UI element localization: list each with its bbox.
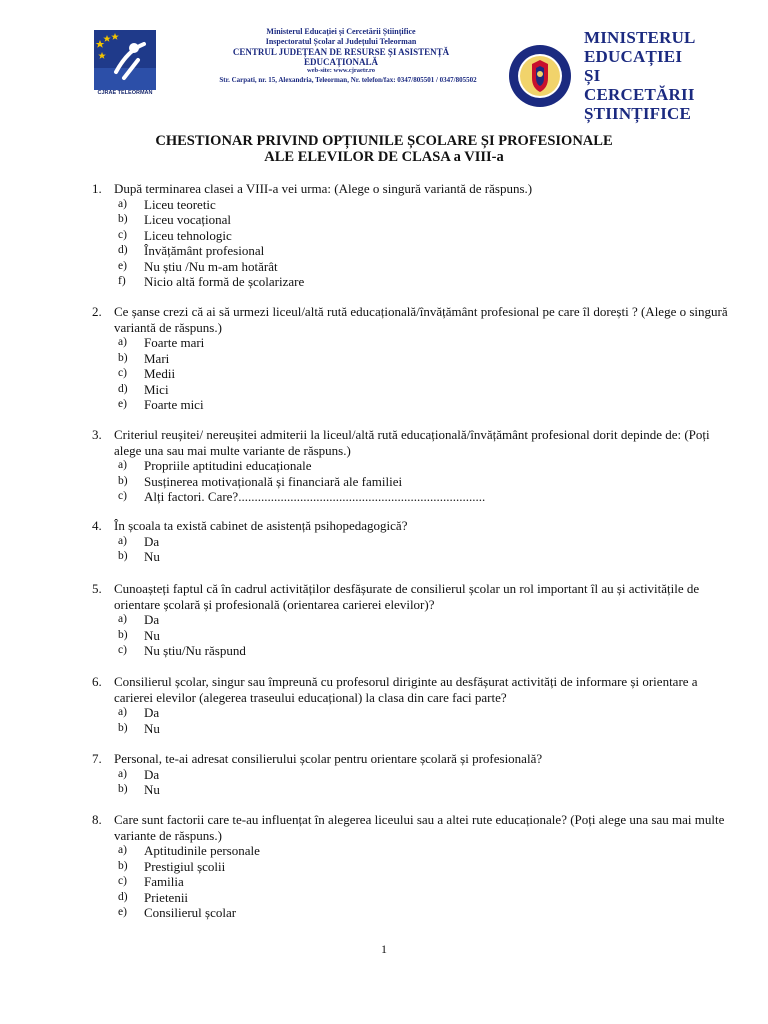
answer-option[interactable] (118, 335, 732, 351)
address-line: Str. Carpati, nr. 15, Alexandria, Teleorman, Nr. telefon/fax: 0347/805501 / 0347/805502 (219, 76, 477, 84)
option-text: Nicio altă formă de școlarizare (144, 274, 305, 289)
option-text: Nu știu /Nu m-am hotărât (144, 258, 278, 274)
option-text: Liceu teoretic (144, 196, 216, 212)
question-7 (92, 751, 732, 798)
question-text: În școala ta există cabinet de asistență psihopedagogică? (114, 518, 408, 533)
question-number: 5. (92, 581, 102, 596)
option-text: Foarte mari (144, 335, 205, 350)
option-text: Mici (144, 381, 169, 397)
question-1 (92, 181, 732, 290)
option-text: Liceu vocațional (144, 212, 231, 227)
option-text: Alți factori. Care?............................................................................ (144, 489, 486, 504)
option-text: Consilierul școlar (144, 905, 237, 920)
answer-option[interactable] (118, 905, 732, 921)
question-2 (92, 304, 732, 413)
option-text: Susținerea motivațională și financiară ale familiei (144, 473, 403, 489)
title-line-1: CHESTIONAR PRIVIND OPȚIUNILE ȘCOLARE ȘI PROFESIONALE (155, 133, 613, 149)
answer-option[interactable] (118, 782, 732, 798)
option-text: Nu (144, 549, 160, 564)
question-text: Consilierul școlar, singur sau împreună cu profesorul diriginte au desfășurat activități de informare și orientare a carierei elevilor (alegerea traseului educațional) la clasa din care faci parte? (114, 674, 698, 705)
option-text: Da (144, 612, 160, 627)
cjrae-logo-label: CJRAE TELEORMAN (97, 90, 153, 96)
answer-option[interactable] (118, 243, 732, 259)
institution-block (176, 27, 506, 85)
option-letter: d) (118, 890, 128, 903)
ministry-logo-line: CERCETĂRII (584, 85, 695, 104)
question-text: După terminarea clasei a VIII-a vei urma: (Alege o singură variantă de răspuns.) (114, 181, 533, 196)
option-letter: c) (118, 644, 127, 656)
question-text: Ce șanse crezi că ai să urmezi liceul/altă rută educațională/învățământ profesional pe care îl dorești ? (Alege o singură variantă de răspuns.) (114, 304, 728, 335)
question-text: Cunoașteți faptul că în cadrul activităților desfășurate de consilierul școlar un rol important îl au și activitățile de orientare școlară și profesională (orientarea carierei elevilor)? (114, 581, 700, 612)
option-text: Nu știu/Nu răspund (144, 643, 246, 658)
option-letter: c) (118, 490, 127, 502)
option-letter: a) (118, 336, 127, 348)
answer-option[interactable] (118, 228, 732, 244)
question-text: Personal, te-ai adresat consilierului școlar pentru orientare școlară și profesională? (114, 751, 543, 766)
option-letter: a) (118, 534, 127, 547)
answer-option[interactable] (118, 843, 732, 859)
option-letter: a) (118, 706, 127, 718)
ministry-logo-line: MINISTERUL (584, 28, 696, 47)
question-number: 6. (92, 674, 102, 689)
option-text: Prestigiul școlii (144, 858, 226, 874)
question-number: 1. (92, 181, 102, 196)
answer-option[interactable] (118, 489, 732, 505)
answer-option[interactable] (118, 382, 732, 398)
option-text: Aptitudinile personale (144, 843, 260, 858)
answer-option[interactable] (118, 549, 732, 565)
option-letter: b) (118, 213, 128, 225)
answer-option[interactable] (118, 197, 732, 213)
option-letter: a) (118, 197, 127, 210)
question-6 (92, 674, 732, 736)
answer-option[interactable] (118, 628, 732, 644)
option-letter: b) (118, 783, 128, 795)
option-text: Liceu tehnologic (144, 227, 232, 243)
answer-option[interactable] (118, 351, 732, 367)
option-letter: c) (118, 875, 127, 887)
ministry-logo-line: ȘTIINȚIFICE (584, 104, 692, 123)
answer-option[interactable] (118, 874, 732, 890)
answer-option[interactable] (118, 274, 732, 290)
question-number: 4. (92, 518, 102, 533)
option-letter: e) (118, 259, 127, 272)
option-letter: b) (118, 721, 128, 734)
answer-option[interactable] (118, 397, 732, 413)
option-letter: a) (118, 613, 127, 625)
question-text: Care sunt factorii care te-au influențat în alegerea liceului sau a altei rute educaționale? (Poți alege una sau mai multe variante de răspuns.) (114, 812, 725, 843)
government-seal (508, 44, 572, 108)
option-letter: e) (118, 398, 127, 410)
question-text: Criteriul reușitei/ nereușitei admiterii la liceul/altă rută educațională/învățământ profesional dorit depinde de: (Poți alege una sau mai multe variante de răspuns.) (114, 427, 710, 458)
question-8 (92, 812, 732, 921)
option-text: Foarte mici (144, 397, 204, 412)
center-name-line: CENTRUL JUDEȚEAN DE RESURSE ȘI ASISTENȚĂ (232, 47, 450, 57)
option-letter: b) (118, 859, 128, 872)
option-letter: d) (118, 244, 128, 256)
option-text: Nu (144, 627, 160, 643)
option-letter: e) (118, 906, 127, 918)
option-letter: b) (118, 550, 128, 562)
option-letter: b) (118, 628, 128, 641)
option-text: Mari (144, 350, 170, 366)
letterhead (88, 22, 696, 123)
question-number: 2. (92, 304, 102, 319)
page-number: 1 (381, 942, 387, 956)
option-letter: a) (118, 459, 127, 471)
answer-option[interactable] (118, 890, 732, 906)
document-title (0, 133, 768, 165)
question-number: 8. (92, 812, 102, 827)
option-text: Propriile aptitudini educaționale (144, 458, 312, 473)
question-5 (92, 581, 732, 659)
answer-option[interactable] (118, 212, 732, 228)
answer-option[interactable] (118, 259, 732, 275)
answer-option[interactable] (118, 705, 732, 721)
answer-option[interactable] (118, 612, 732, 628)
option-text: Medii (144, 366, 176, 381)
option-text: Învățământ profesional (144, 243, 265, 258)
option-text: Da (144, 766, 160, 782)
option-letter: d) (118, 382, 128, 395)
answer-option[interactable] (118, 721, 732, 737)
option-text: Familia (144, 874, 184, 889)
center-name-line-2: EDUCAȚIONALĂ (303, 57, 378, 67)
question-number: 3. (92, 427, 102, 442)
option-letter: c) (118, 228, 127, 241)
answer-option[interactable] (118, 859, 732, 875)
question-4 (92, 518, 732, 565)
answer-option[interactable] (118, 458, 732, 474)
option-text: Da (144, 705, 160, 720)
ministry-logo-line: EDUCAȚIEI ȘI (584, 47, 683, 85)
option-text: Nu (144, 782, 160, 797)
answer-option[interactable] (118, 767, 732, 783)
ministry-line: Ministerul Educației și Cercetării Științifice (266, 27, 416, 36)
option-letter: b) (118, 351, 128, 364)
answer-option[interactable] (118, 643, 732, 659)
question-number: 7. (92, 751, 102, 766)
option-letter: a) (118, 844, 127, 856)
option-letter: c) (118, 367, 127, 379)
option-letter: b) (118, 474, 128, 487)
answer-option[interactable] (118, 366, 732, 382)
title-line-2: ALE ELEVILOR DE CLASA a VIII-a (264, 149, 504, 165)
cjrae-logo (94, 30, 156, 90)
answer-option[interactable] (118, 474, 732, 490)
option-text: Nu (144, 720, 160, 736)
question-3 (92, 427, 732, 505)
option-text: Da (144, 533, 160, 549)
inspectorate-line: Inspectoratul Școlar al Județului Teleorman (265, 37, 417, 46)
option-letter: a) (118, 767, 127, 780)
answer-option[interactable] (118, 534, 732, 550)
website-line: web-site: www.cjraetr.ro (306, 67, 376, 74)
option-text: Prietenii (144, 889, 189, 905)
ministry-logo-text (584, 28, 694, 123)
option-letter: f) (118, 275, 126, 287)
